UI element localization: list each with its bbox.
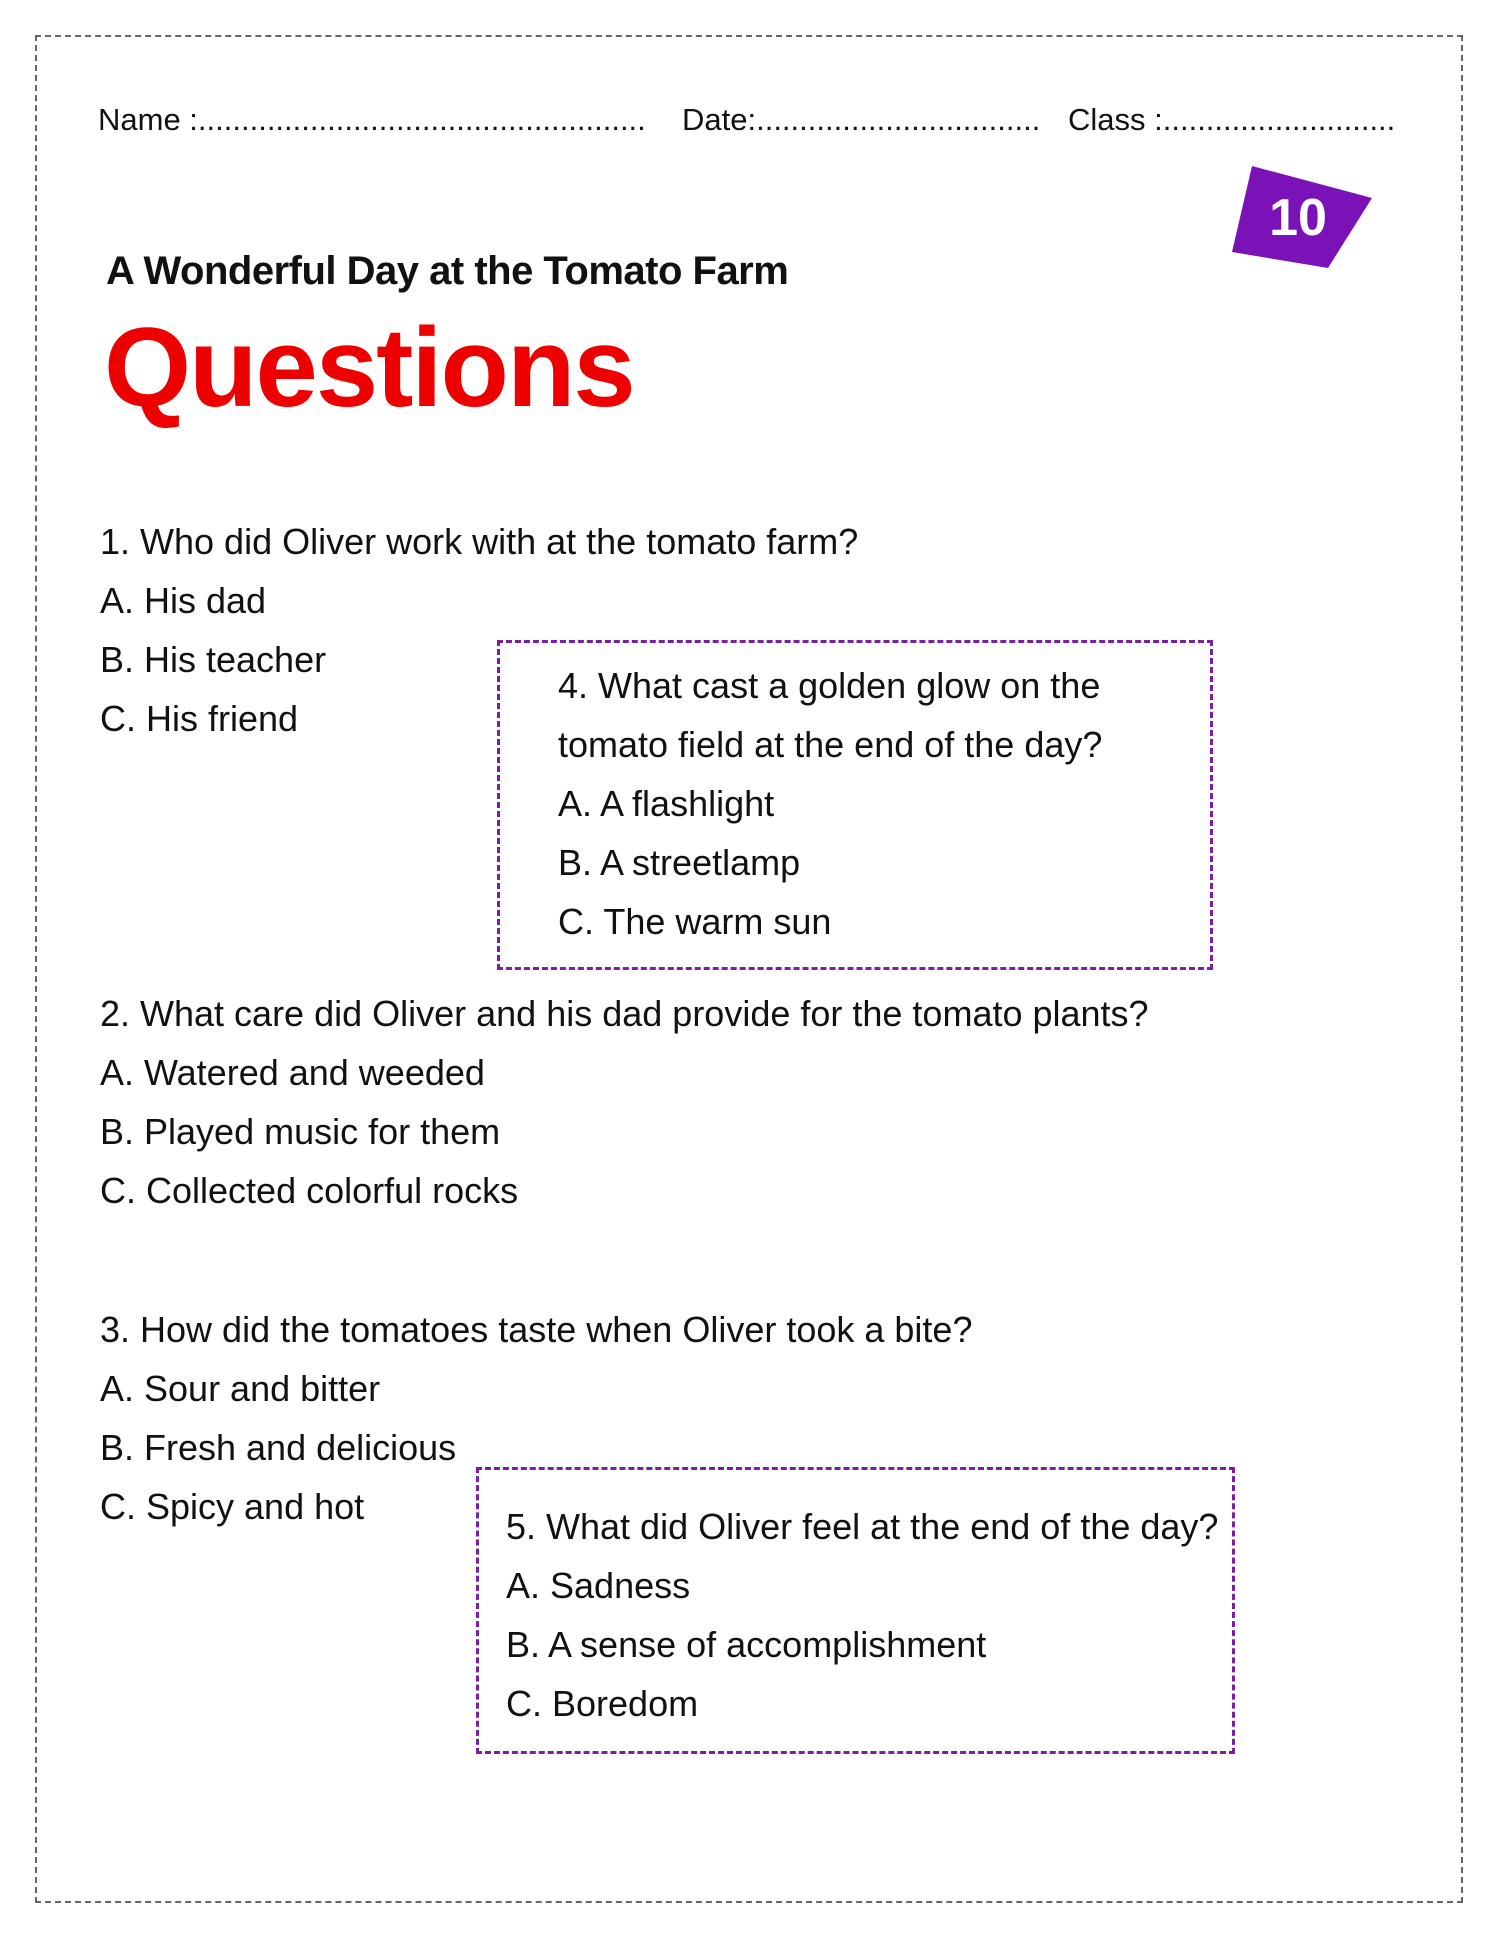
question-1-prompt: 1. Who did Oliver work with at the tomato farm? bbox=[100, 521, 859, 562]
question-4-option-c: C. The warm sun bbox=[558, 901, 832, 942]
question-5-option-b: B. A sense of accomplishment bbox=[506, 1624, 987, 1665]
question-5-prompt: 5. What did Oliver feel at the end of the day? bbox=[506, 1506, 1219, 1547]
question-4-option-b: B. A streetlamp bbox=[558, 842, 801, 883]
question-5 bbox=[506, 1497, 1218, 1733]
question-2-prompt: 2. What care did Oliver and his dad provide for the tomato plants? bbox=[100, 993, 1149, 1034]
question-2-option-a: A. Watered and weeded bbox=[100, 1052, 485, 1093]
name-field[interactable]: Name :.................................................... bbox=[98, 102, 646, 137]
question-5-option-a: A. Sadness bbox=[506, 1565, 691, 1606]
question-3-option-c: C. Spicy and hot bbox=[100, 1486, 365, 1527]
page-number-badge bbox=[1232, 166, 1372, 268]
question-1-option-c: C. His friend bbox=[100, 698, 299, 739]
question-4 bbox=[558, 656, 1102, 951]
badge-number: 10 bbox=[1269, 189, 1327, 247]
question-3-prompt: 3. How did the tomatoes taste when Oliver took a bite? bbox=[100, 1309, 973, 1350]
date-field[interactable]: Date:................................. bbox=[682, 102, 1041, 137]
question-1-option-a: A. His dad bbox=[100, 580, 267, 621]
question-2 bbox=[100, 984, 1149, 1220]
question-4-prompt-line-1: 4. What cast a golden glow on the bbox=[558, 665, 1101, 706]
section-title: Questions bbox=[104, 305, 634, 430]
question-3-option-a: A. Sour and bitter bbox=[100, 1368, 381, 1409]
story-title: A Wonderful Day at the Tomato Farm bbox=[106, 249, 789, 293]
class-field[interactable]: Class :........................... bbox=[1068, 102, 1396, 137]
question-2-option-c: C. Collected colorful rocks bbox=[100, 1170, 519, 1211]
question-3-option-b: B. Fresh and delicious bbox=[100, 1427, 457, 1468]
question-4-prompt-line-2: tomato field at the end of the day? bbox=[558, 724, 1103, 765]
question-5-option-c: C. Boredom bbox=[506, 1683, 699, 1724]
question-2-option-b: B. Played music for them bbox=[100, 1111, 501, 1152]
question-1-option-b: B. His teacher bbox=[100, 639, 327, 680]
question-4-option-a: A. A flashlight bbox=[558, 783, 775, 824]
